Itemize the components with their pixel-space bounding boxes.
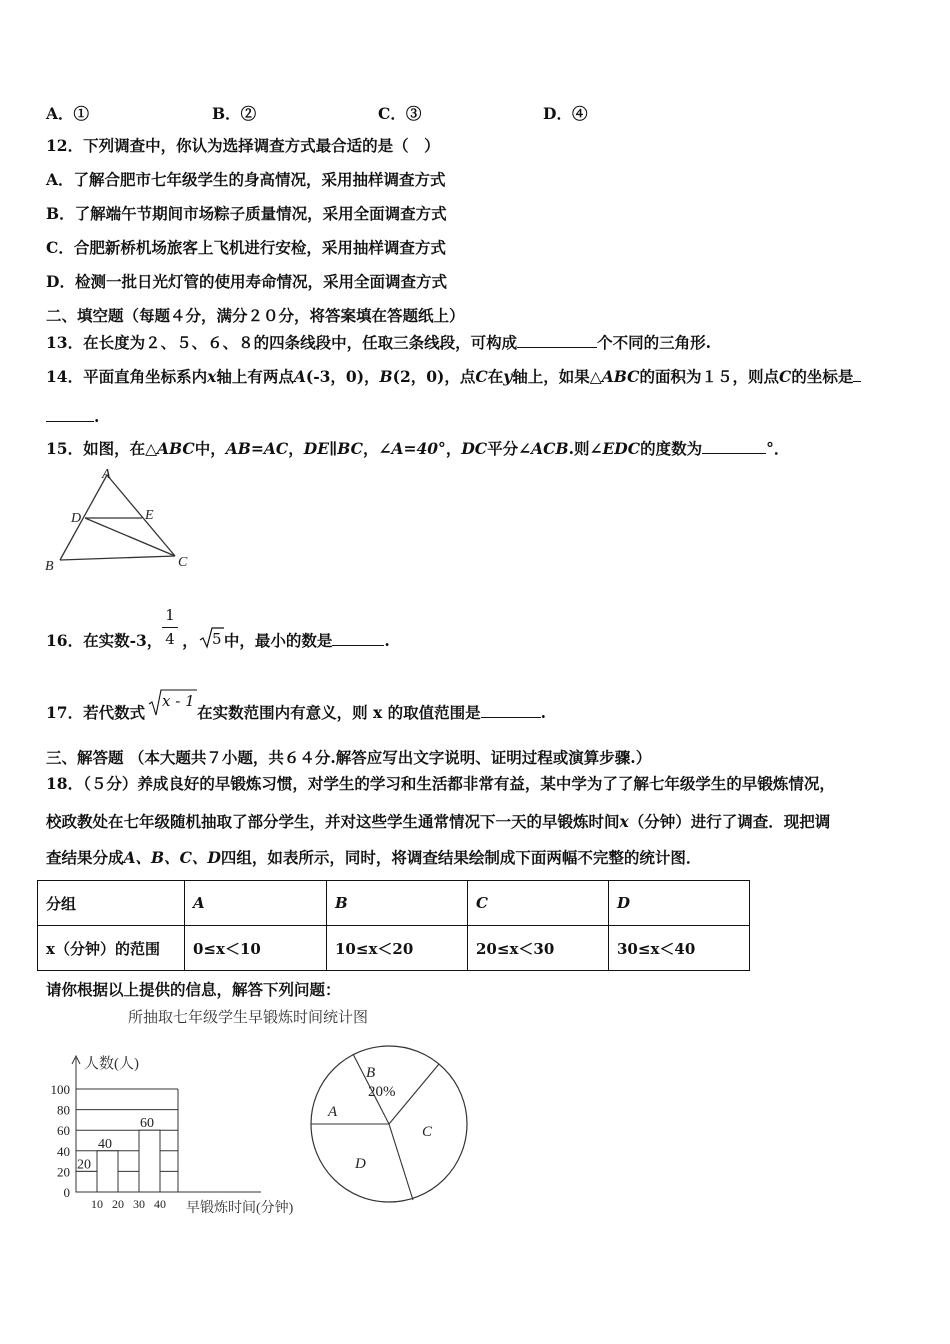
q15-text: .则	[568, 439, 590, 458]
q14-text: 14．平面直角坐标系内	[46, 367, 208, 386]
q13-text-a: 13．在长度为２、５、６、８的四条线段中，任取三条线段，可构成	[46, 333, 518, 352]
q16-text: ，	[182, 631, 198, 650]
q16-fraction	[162, 606, 178, 648]
q15-text: 的度数为	[640, 439, 703, 458]
q14-text: 轴上有两点	[216, 367, 294, 386]
q15-condition: ∠A=40°	[378, 439, 446, 458]
q14-text: 的坐标是	[791, 367, 854, 386]
q14-triangle: ABC	[601, 367, 640, 386]
q13-text-b: 个不同的三角形.	[597, 333, 711, 352]
q17-text: 17．若代数式	[46, 703, 146, 722]
q15-condition: DC	[461, 439, 488, 458]
side-bc	[60, 556, 175, 560]
q18-var-x: x	[619, 812, 629, 831]
q14	[46, 366, 861, 387]
table-cell: A	[185, 881, 327, 926]
q14-blank-start	[853, 366, 861, 382]
table-cell: 20≤x＜30	[468, 926, 609, 971]
bar-value-label: 20	[77, 1157, 91, 1173]
q15-text: 中，	[194, 439, 226, 458]
q15-text: 平分	[487, 439, 519, 458]
table-cell: 0≤x＜10	[185, 926, 327, 971]
vertex-label-d: D	[71, 511, 82, 526]
side-ac	[107, 475, 175, 556]
q17-blank	[481, 702, 541, 718]
q15-text: °．	[766, 439, 790, 458]
q13	[46, 332, 711, 353]
y-tick-label: 80	[57, 1102, 70, 1118]
q16-end: .	[384, 631, 390, 650]
q14-continued	[46, 406, 99, 427]
fraction-numerator: 1	[165, 606, 175, 624]
group-table	[37, 880, 750, 971]
table-cell: 分组	[38, 881, 185, 926]
q14-var-y: y	[503, 367, 513, 386]
q14-text: (2，0)，点	[392, 367, 476, 386]
q12-option-d: D．检测一批日光灯管的使用寿命情况，采用全面调查方式	[46, 272, 447, 291]
q15-text: ，	[288, 439, 304, 458]
q15-condition: ∠ACB	[518, 439, 569, 458]
q14-end: .	[94, 407, 100, 426]
fraction-denominator: 4	[165, 630, 175, 648]
pie-label-c: C	[422, 1124, 433, 1140]
q15-target: ∠EDC	[589, 439, 641, 458]
q12-option-c: C．合肥新桥机场旅客上飞机进行安检，采用抽样调查方式	[46, 238, 446, 257]
x-tick-label: 10	[91, 1197, 103, 1211]
q12-option-a: A．了解合肥市七年级学生的身高情况，采用抽样调查方式	[46, 170, 446, 189]
y-tick-label: 100	[50, 1082, 70, 1097]
y-tick-label: 0	[63, 1185, 70, 1200]
table-cell: 10≤x＜20	[327, 926, 468, 971]
q18-text: 四组，如表所示，同时，将调查结果绘制成下面两幅不完整的统计图．	[220, 848, 702, 867]
bar	[139, 1130, 160, 1192]
q17-radicand: x - 1	[162, 692, 195, 710]
q15-condition: DE∥BC	[303, 439, 363, 458]
q15	[46, 438, 789, 459]
q12-stem: 12．下列调查中，你认为选择调查方式最合适的是（ ）	[46, 136, 440, 155]
table-cell: x（分钟）的范围	[38, 926, 185, 971]
q16-text: 中，最小的数是	[223, 631, 333, 650]
q15-text: 15．如图，在△	[46, 439, 157, 458]
vertex-label-e: E	[145, 508, 154, 523]
q18-groups: A、B、C、D	[123, 848, 221, 867]
table-cell: C	[468, 881, 609, 926]
y-tick-label: 20	[57, 1164, 70, 1180]
q14-point-c: C	[778, 367, 792, 386]
bar-chart	[36, 1046, 336, 1226]
q17-text: 在实数范围内有意义，则 x 的取值范围是	[197, 703, 481, 722]
q15-triangle: ABC	[157, 439, 195, 458]
pie-label-d: D	[355, 1156, 366, 1172]
pie-slice-boundary	[389, 1064, 439, 1124]
table-row	[38, 881, 750, 926]
q18-line-2	[46, 812, 830, 832]
y-tick-label: 60	[57, 1123, 70, 1139]
q15-text: ，	[445, 439, 462, 458]
q14-text: 轴上，如果△	[512, 367, 602, 386]
instruction: 请你根据以上提供的信息，解答下列问题：	[46, 980, 341, 999]
q11-option-a: A．①	[46, 104, 90, 123]
segment-dc	[85, 518, 175, 556]
q16-blank	[332, 630, 384, 646]
table-cell: B	[327, 881, 468, 926]
x-axis-label: 早锻炼时间(分钟)	[186, 1201, 294, 1216]
q15-condition: AB=AC	[225, 439, 289, 458]
q18-text: 校政教处在七年级随机抽取了部分学生，并对这些学生通常情况下一天的早锻炼时间	[46, 812, 620, 831]
x-tick-label: 20	[112, 1197, 124, 1211]
q13-blank	[517, 332, 597, 348]
q18-line-1: 18．（５分）养成良好的早锻炼习惯，对学生的学习和生活都非常有益，某中学为了了解七年级学生的早锻炼情况，	[46, 774, 835, 793]
bar	[76, 1171, 97, 1192]
table-cell: 30≤x＜40	[609, 926, 750, 971]
table-cell: D	[609, 881, 750, 926]
figure-title: 所抽取七年级学生早锻炼时间统计图	[128, 1008, 369, 1026]
bar-value-label: 40	[98, 1136, 112, 1152]
q14-point-b: B	[379, 367, 393, 386]
q16-text: 16．在实数-3，	[46, 631, 163, 650]
q15-blank	[702, 438, 766, 454]
pie-label-b: B	[366, 1065, 376, 1081]
bar-value-label: 60	[140, 1116, 154, 1132]
table-row	[38, 926, 750, 971]
x-tick-label: 40	[154, 1197, 166, 1211]
pie-label-a: A	[328, 1104, 338, 1120]
y-axis-label: 人数(人)	[84, 1056, 139, 1072]
vertex-label-c: C	[178, 555, 188, 570]
q14-point-c: C	[475, 367, 488, 386]
pie-percent-b: 20%	[368, 1084, 396, 1100]
q15-text: ，	[362, 439, 379, 458]
q14-text: (-3，0)，	[305, 367, 380, 386]
triangle-figure	[40, 466, 200, 576]
q16-radicand: 5	[212, 630, 222, 648]
section3-title: 三、解答题 （本大题共７小题，共６４分.解答应写出文字说明、证明过程或演算步骤.）	[46, 748, 652, 767]
q14-point-a: A	[293, 367, 306, 386]
vertex-label-a: A	[102, 467, 111, 482]
q17-end: .	[540, 703, 547, 722]
q18-text: 查结果分成	[46, 848, 124, 867]
q14-blank	[46, 406, 94, 422]
x-tick-label: 30	[133, 1197, 145, 1211]
q14-var-x: x	[207, 367, 217, 386]
q11-option-c: C．③	[378, 104, 422, 123]
bar	[97, 1151, 118, 1192]
y-tick-label: 40	[57, 1143, 70, 1159]
pie-chart	[300, 1030, 480, 1220]
q11-option-d: D．④	[543, 104, 588, 123]
vertex-label-b: B	[45, 559, 54, 574]
section2-title: 二、填空题（每题４分，满分２０分，将答案填在答题纸上）	[46, 306, 465, 325]
q14-text: 在	[487, 367, 504, 386]
q11-option-b: B．②	[212, 104, 257, 123]
q17	[46, 702, 546, 723]
pie-slice-boundary	[389, 1124, 413, 1200]
q12-option-b: B．了解端午节期间市场粽子质量情况，采用全面调查方式	[46, 204, 447, 223]
q18-text: （分钟）进行了调查．现把调	[628, 812, 831, 831]
q18-line-3	[46, 848, 701, 868]
q14-text: 的面积为１５，则点	[639, 367, 779, 386]
fraction-bar	[162, 627, 178, 628]
